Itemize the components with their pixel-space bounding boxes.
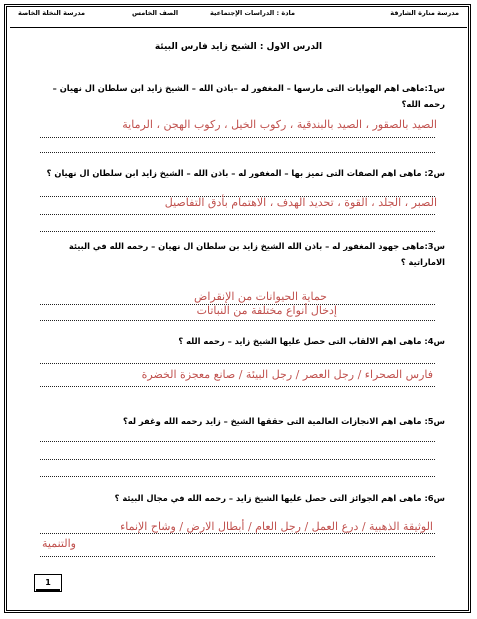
- answer-line: [40, 533, 435, 534]
- page-number: 1: [34, 574, 62, 592]
- answer-4: فارس الصحراء / رجل العصر / رجل البيئة / صانع معجزة الخضرة: [141, 368, 433, 381]
- question-3: س3:ماهى جهود المغفور له – باذن الله الشيخ زايد بن سلطان ال نهيان – رحمه الله في البيئة الاماراتية ؟: [68, 241, 445, 267]
- answer-line: [40, 137, 435, 138]
- answer-1: الصيد بالصقور ، الصيد بالبندقية ، ركوب الخيل ، ركوب الهجن ، الرماية: [122, 118, 437, 131]
- answer-6a: الوثيقة الذهبية / درع العمل / رجل العام / أبطال الارض / وشاح الإنماء: [120, 520, 433, 533]
- question-6: س6: ماهى اهم الجوائز التى حصل عليها الشيخ زايد – رحمه الله في مجال البيئة ؟: [114, 493, 445, 503]
- answer-line: [40, 476, 435, 477]
- answer-line: [40, 441, 435, 442]
- answer-line: [40, 152, 435, 153]
- school-name: مدرسة منارة الشارقة: [390, 9, 459, 17]
- question-1: س1:ماهى اهم الهوايات التى مارسها – المغفور له –باذن الله – الشيخ زايد ابن سلطان ال نهيان – رحمه الله؟: [52, 83, 445, 109]
- answer-3a: حماية الحيوانات من الإنقراض: [194, 290, 327, 303]
- question-5: س5: ماهى اهم الانجازات العالمية التى حققها الشيخ – زايد رحمه الله وغفر له؟: [123, 416, 445, 426]
- answer-line: [40, 214, 435, 215]
- answer-line: [40, 231, 435, 232]
- answer-line: [40, 320, 435, 321]
- question-2: س2: ماهى اهم الصفات التى تميز بها – المغفور له – باذن الله – الشيخ زايد ابن سلطان ال نهيان ؟: [46, 168, 445, 178]
- lesson-title: الدرس الاول : الشيخ زايد فارس البيئة: [154, 42, 323, 52]
- answer-3b: إدخال أنواع مختلفة من النباتات: [196, 304, 337, 317]
- grade-label: الصف الخامس: [132, 9, 179, 17]
- header-divider: [10, 27, 467, 28]
- answer-line: [40, 556, 435, 557]
- subject-label: مادة : الدراسات الإجتماعية: [210, 9, 296, 17]
- answer-line: [40, 459, 435, 460]
- answer-2: الصبر ، الجلد ، القوة ، تحديد الهدف ، الاهتمام بأدق التفاصيل: [164, 196, 437, 209]
- answer-6b: والتنمية: [42, 537, 76, 550]
- page-number-underline: [36, 589, 60, 591]
- question-4: س4: ماهى اهم الالقاب التى حصل عليها الشيخ زايد – رحمه الله ؟: [178, 336, 445, 346]
- answer-line: [40, 386, 435, 387]
- answer-line: [40, 363, 435, 364]
- school-type-label: مدرسة النخلة الخاصة: [18, 9, 85, 17]
